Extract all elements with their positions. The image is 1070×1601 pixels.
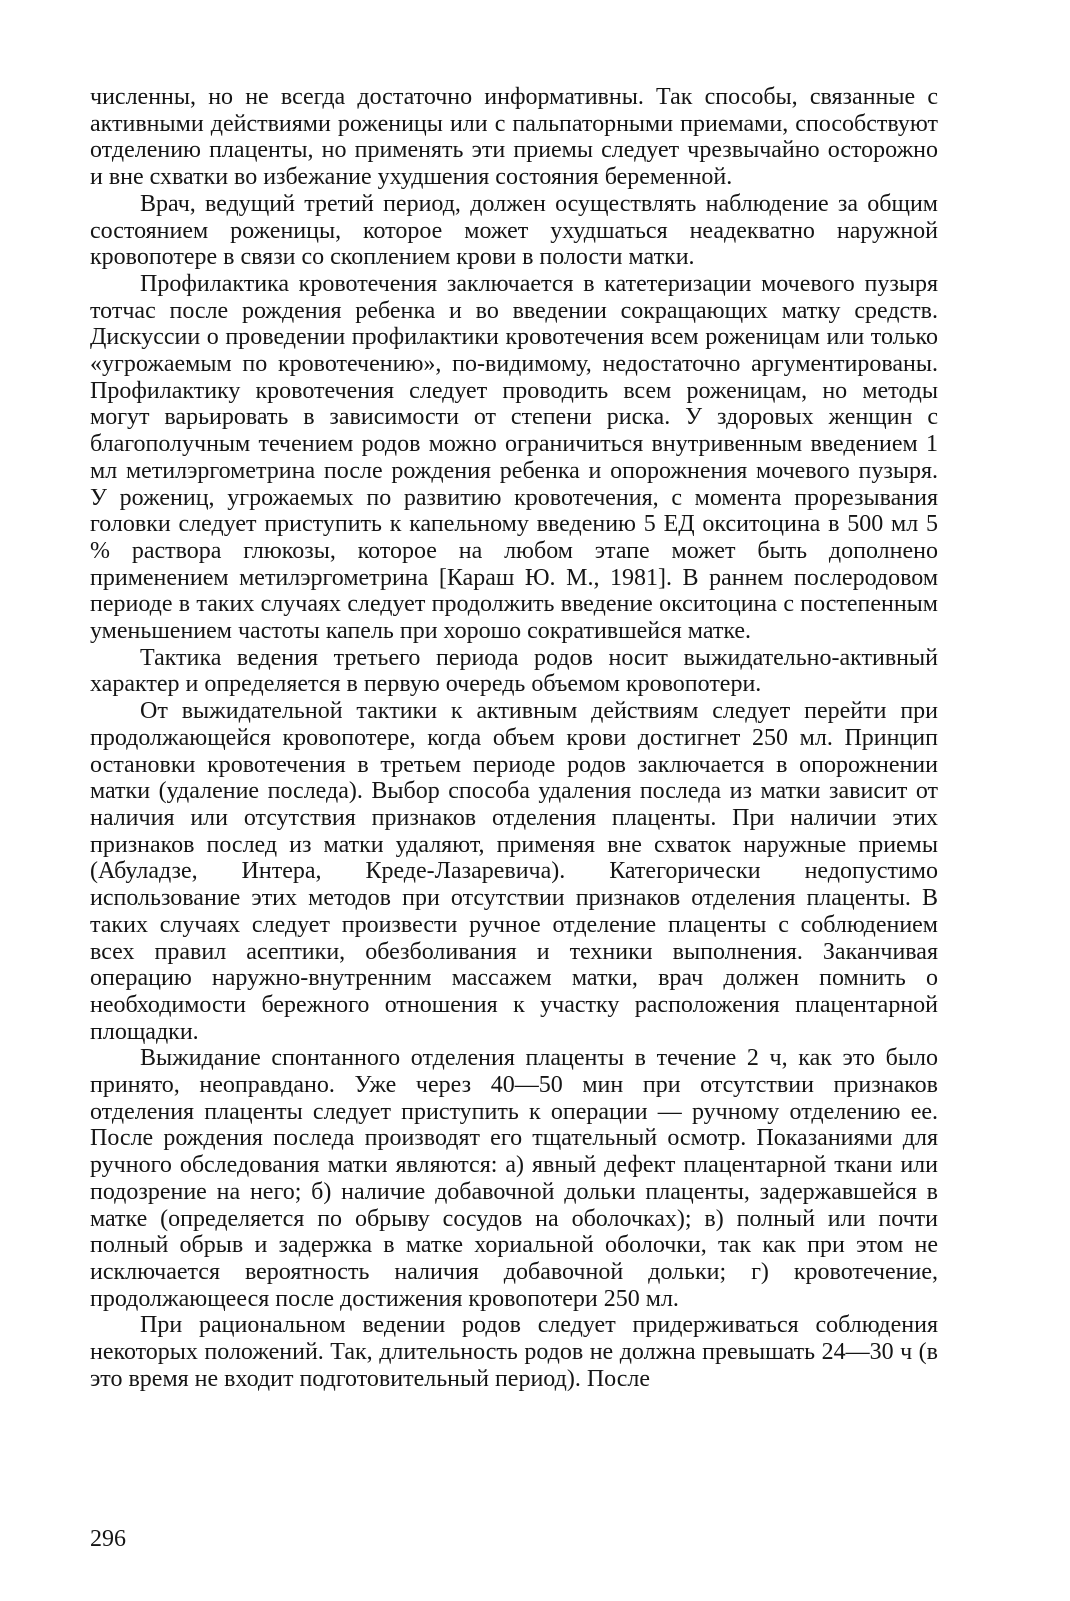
paragraph-continuation: численны, но не всегда достаточно информативны. Так способы, связанные с активными действиями роженицы или с пальпаторными приемами, способствуют отделению плаценты, но применять эти приемы следует чрезвычайно осторожно и вне схватки во избежание ухудшения состояния беременной. — [90, 84, 938, 191]
paragraph-active-actions: От выжидательной тактики к активным действиям следует перейти при продолжающейся кровопотере, когда объем крови достигнет 250 мл. Принцип остановки кровотечения в третьем периоде родов заключается в опорожнении матки (удаление последа). Выбор способа удаления последа из матки зависит от наличия или отсутствия признаков отделения плаценты. При наличии этих признаков послед из матки удаляют, применяя вне схваток наружные приемы (Абуладзе, Интера, Креде-Лазаревича). Категорически недопустимо использование этих методов при отсутствии признаков отделения плаценты. В таких случаях следует произвести ручное отделение плаценты с соблюдением всех правил асептики, обезболивания и техники выполнения. Заканчивая операцию наружно-внутренним массажем матки, врач должен помнить о необходимости бережного отношения к участку расположения плацентарной площадки. — [90, 698, 938, 1045]
paragraph-third-period-tactics: Тактика ведения третьего периода родов носит выжидательно-активный характер и определяется в первую очередь объемом кровопотери. — [90, 644, 938, 698]
paragraph-bleeding-prevention: Профилактика кровотечения заключается в катетеризации мочевого пузыря тотчас после рождения ребенка и во введении сокращающих матку средств. Дискуссии о проведении профилактики кровотечения всем роженицам или только «угрожаемым по кровотечению», по-видимому, недостаточно аргументированы. Профилактику кровотечения следует проводить всем роженицам, но методы могут варьировать в зависимости от степени риска. У здоровых женщин с благополучным течением родов можно ограничиться внутривенным введением 1 мл метилэргометрина после рождения ребенка и опорожнения мочевого пузыря. У рожениц, угрожаемых по развитию кровотечения, с момента прорезывания головки следует приступить к капельному введению 5 ЕД окситоцина в 500 мл 5 % раствора глюкозы, которое на любом этапе может быть дополнено применением метилэргометрина [Караш Ю. М., 1981]. В раннем послеродовом периоде в таких случаях следует продолжить введение окситоцина с постепенным уменьшением частоты капель при хорошо сократившейся матке. — [90, 270, 938, 645]
paragraph-doctor-observation: Врач, ведущий третий период, должен осуществлять наблюдение за общим состоянием роженицы, которое может ухудшаться неадекватно наружной кровопотере в связи со скоплением крови в полости матки. — [90, 190, 938, 271]
page-body — [90, 84, 938, 1392]
paragraph-spontaneous-separation: Выжидание спонтанного отделения плаценты в течение 2 ч, как это было принято, неоправдано. Уже через 40—50 мин при отсутствии признаков отделения плаценты следует приступить к операции — ручному отделению ее. После рождения последа производят его тщательный осмотр. Показаниями для ручного обследования матки являются: а) явный дефект плацентарной ткани или подозрение на него; б) наличие добавочной дольки плаценты, задержавшейся в матке (определяется по обрыву сосудов на оболочках); в) полный или почти полный обрыв и задержка в матке хориальной оболочки, так как при этом не исключается вероятность наличия добавочной дольки; г) кровотечение, продолжающееся после достижения кровопотери 250 мл. — [90, 1045, 938, 1312]
paragraph-rational-management: При рациональном ведении родов следует придерживаться соблюдения некоторых положений. Так, длительность родов не должна превышать 24—30 ч (в это время не входит подготовительный период). После — [90, 1312, 938, 1392]
page-number: 296 — [90, 1526, 126, 1552]
